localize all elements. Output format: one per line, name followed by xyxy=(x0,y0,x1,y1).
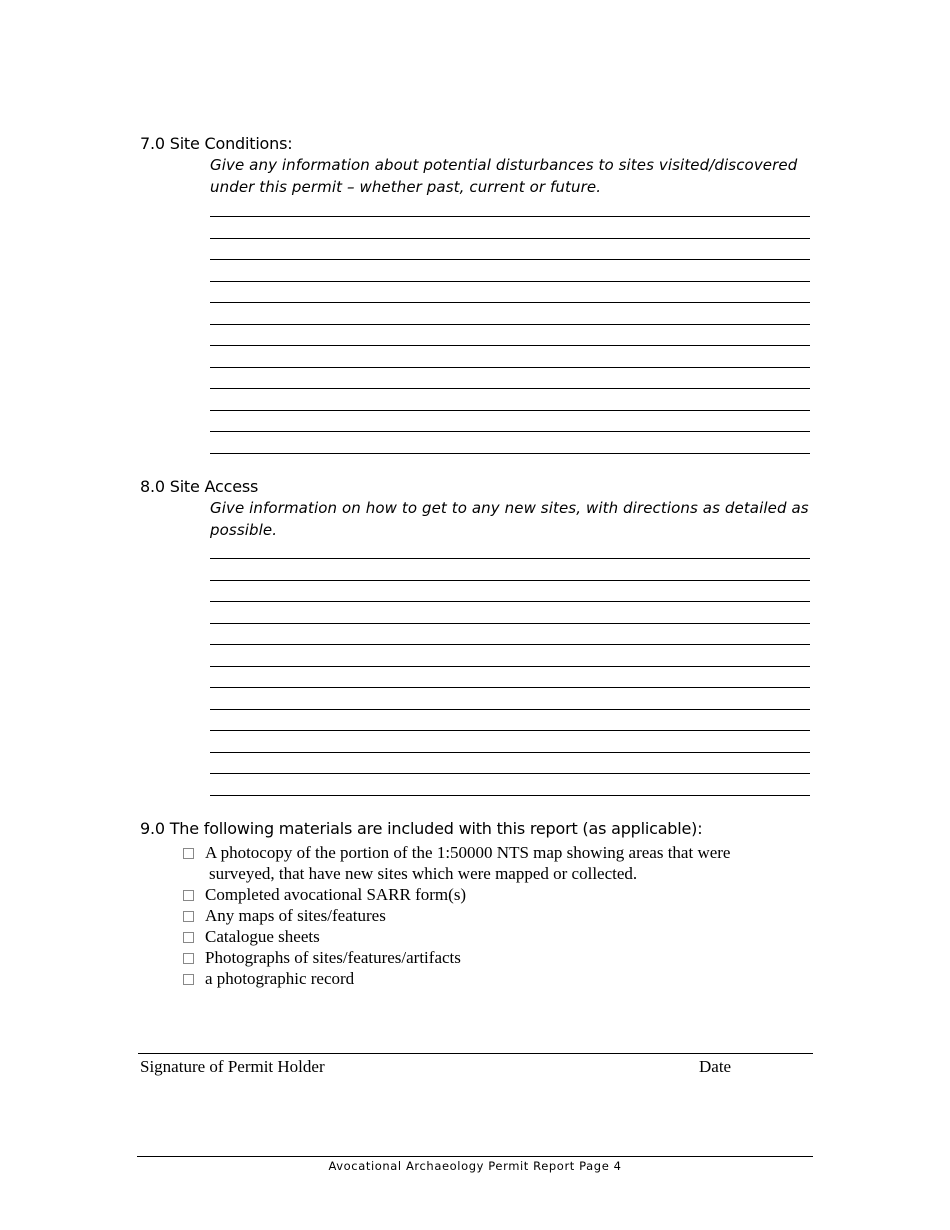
checkbox-icon[interactable] xyxy=(183,974,194,985)
signature-label: Signature of Permit Holder xyxy=(140,1057,325,1076)
section-8-answer-lines[interactable] xyxy=(210,558,810,816)
answer-line[interactable] xyxy=(210,216,810,217)
answer-line[interactable] xyxy=(210,388,810,389)
answer-line[interactable] xyxy=(210,558,810,559)
checklist-item xyxy=(183,968,803,989)
answer-line[interactable] xyxy=(210,730,810,731)
checklist-item-label: A photocopy of the portion of the 1:50000 NTS map showing areas that were xyxy=(205,843,731,862)
section-8-heading: 8.0 Site Access xyxy=(140,477,259,496)
footer-divider xyxy=(137,1156,813,1157)
answer-line[interactable] xyxy=(210,709,810,710)
checklist-item xyxy=(183,926,803,947)
answer-line[interactable] xyxy=(210,345,810,346)
section-9-heading: 9.0 The following materials are included with this report (as applicable): xyxy=(140,819,703,838)
answer-line[interactable] xyxy=(210,238,810,239)
answer-line[interactable] xyxy=(210,324,810,325)
answer-line[interactable] xyxy=(210,644,810,645)
checklist-item-label: Any maps of sites/features xyxy=(205,906,386,925)
answer-line[interactable] xyxy=(210,259,810,260)
checklist-item-continuation: surveyed, that have new sites which were mapped or collected. xyxy=(209,864,638,883)
checklist-item xyxy=(183,947,803,968)
answer-line[interactable] xyxy=(210,795,810,796)
checklist-item-label: Photographs of sites/features/artifacts xyxy=(205,948,461,967)
checklist-item-label: Completed avocational SARR form(s) xyxy=(205,885,467,904)
answer-line[interactable] xyxy=(210,302,810,303)
answer-line[interactable] xyxy=(210,623,810,624)
answer-line[interactable] xyxy=(210,752,810,753)
answer-line[interactable] xyxy=(210,431,810,432)
checkbox-icon[interactable] xyxy=(183,932,194,943)
answer-line[interactable] xyxy=(210,367,810,368)
signature-line[interactable] xyxy=(138,1053,813,1054)
page-footer: Avocational Archaeology Permit Report Page 4 xyxy=(328,1159,622,1173)
answer-line[interactable] xyxy=(210,773,810,774)
answer-line[interactable] xyxy=(210,453,810,454)
checkbox-icon[interactable] xyxy=(183,890,194,901)
checklist-item-label: a photographic record xyxy=(205,969,355,988)
checklist-item xyxy=(183,905,803,926)
answer-line[interactable] xyxy=(210,687,810,688)
answer-line[interactable] xyxy=(210,601,810,602)
section-7-heading: 7.0 Site Conditions: xyxy=(140,134,293,153)
section-7-instructions: Give any information about potential disturbances to sites visited/discovered under this permit – whether past, current or future. xyxy=(210,156,798,196)
checklist-item xyxy=(183,842,803,863)
section-7-answer-lines[interactable] xyxy=(210,216,810,474)
answer-line[interactable] xyxy=(210,410,810,411)
checkbox-icon[interactable] xyxy=(183,848,194,859)
answer-line[interactable] xyxy=(210,580,810,581)
checkbox-icon[interactable] xyxy=(183,953,194,964)
materials-checklist xyxy=(183,842,803,989)
date-label: Date xyxy=(699,1057,732,1076)
section-8-instructions: Give information on how to get to any new sites, with directions as detailed as possible. xyxy=(210,499,809,539)
checklist-item xyxy=(183,884,803,905)
answer-line[interactable] xyxy=(210,281,810,282)
answer-line[interactable] xyxy=(210,666,810,667)
checklist-item-label: Catalogue sheets xyxy=(205,927,320,946)
checkbox-icon[interactable] xyxy=(183,911,194,922)
